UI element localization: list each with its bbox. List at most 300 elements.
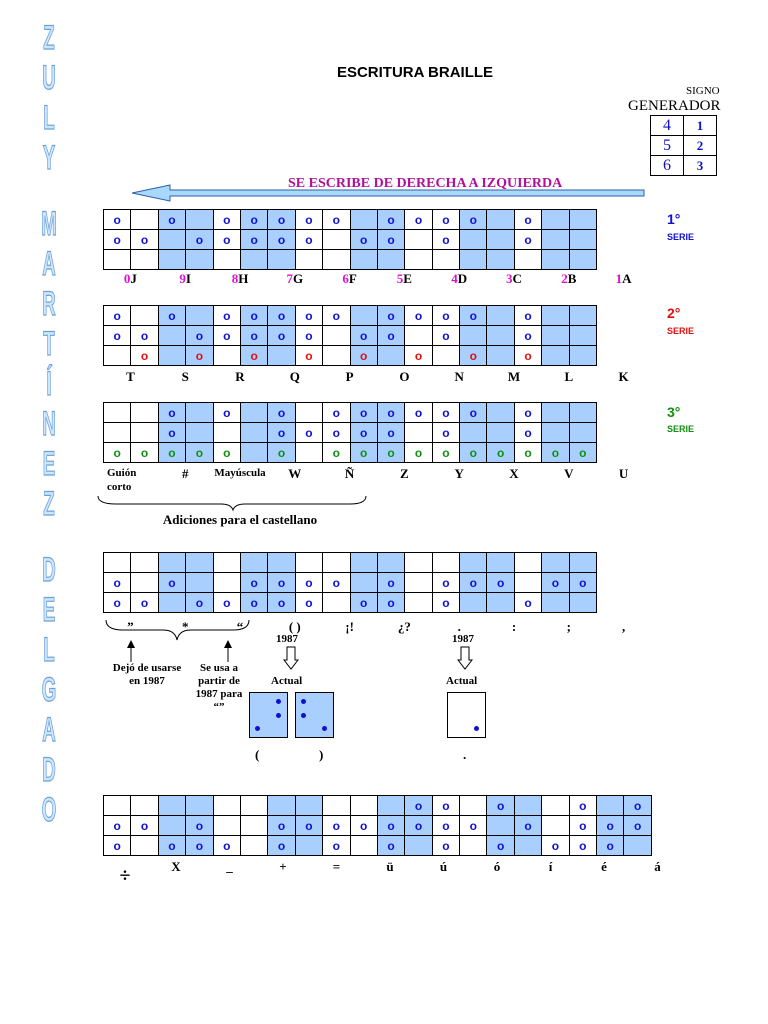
braille-dot-cell [542,423,569,443]
braille-dot-cell: o [460,346,487,366]
braille-dot-cell: o [240,346,267,366]
braille-dot-cell: o [158,836,185,856]
braille-dot-cell: o [240,306,267,326]
braille-dot-cell: o [104,230,131,250]
braille-dot-cell: o [514,346,541,366]
braille-dot-cell [213,553,240,573]
braille-dot-cell: o [377,326,404,346]
braille-dot-cell: o [487,573,514,593]
number-label: 7 [286,271,293,286]
letter-label: K [618,369,629,384]
braille-dot-cell: o [186,593,213,613]
braille-dot-cell: o [131,346,158,366]
braille-dot-cell: o [158,403,185,423]
braille-dot-cell: o [104,326,131,346]
braille-dot-cell: o [186,326,213,346]
braille-dot-cell [350,210,377,230]
letter-label: Ñ [344,466,355,481]
symbol-label: é [601,859,607,874]
letter-text: J [130,271,137,286]
symbol-labels [103,859,683,889]
braille-dot-cell: o [432,443,459,463]
side-letter: Z [43,485,55,523]
punctuation-label: “ [236,619,244,634]
braille-dot-cell: o [487,836,514,856]
punctuation-label: , [621,619,626,634]
braille-dot-cell [350,306,377,326]
braille-dot-cell: o [597,816,624,836]
braille-dot-cell: o [569,836,596,856]
braille-dot-cell [487,403,514,423]
symbol-label: ó [493,859,501,874]
braille-dot-cell [104,250,131,270]
series-2-label: SERIE [667,326,695,336]
braille-dot-cell: o [350,326,377,346]
gen-cell: 5 [651,136,684,156]
braille-dot-cell [213,250,240,270]
side-letter: N [42,405,56,443]
braille-dot-cell: o [350,816,377,836]
down-arrow-icon [457,646,473,670]
braille-dot-cell: o [295,423,322,443]
braille-dot-cell [569,593,596,613]
letter-label: S [181,369,189,384]
braille-dot [255,726,260,731]
note-deprecated: Dejó de usarse en 1987 [112,662,182,687]
braille-dot-cell [542,306,569,326]
year-right: 1987 [452,633,474,645]
side-letter: R [42,285,56,323]
braille-dot-cell: o [432,593,459,613]
letter-label: Q [289,369,300,384]
braille-dot-cell: o [323,306,350,326]
braille-dot-cell: o [158,423,185,443]
braille-dot-cell: o [569,573,596,593]
letter-label: N [454,369,464,384]
braille-dot-cell: o [295,346,322,366]
braille-dot-cell: o [432,573,459,593]
braille-dot-cell [186,403,213,423]
braille-dot-cell [460,796,487,816]
braille-dot-cell [158,816,185,836]
number-label: 8 [231,271,239,286]
braille-dot-cell: o [295,326,322,346]
letter-text: H [238,271,249,286]
number-label: 6 [342,271,349,286]
braille-dot-cell [295,836,322,856]
side-letter: G [41,671,57,709]
letter-label: Y [454,466,464,481]
braille-dot-cell [240,836,267,856]
punctuation-label: : [511,619,517,634]
braille-dot-cell: o [295,816,322,836]
braille-dot-cell: o [104,816,131,836]
braille-dot-cell [268,346,295,366]
letter-label: P [345,369,354,384]
letter-text: A [622,271,632,286]
braille-dot-cell [487,816,514,836]
braille-dot-cell [569,326,596,346]
letter-label [100,271,160,287]
letter-text: D [457,271,468,286]
braille-dot-cell: o [377,306,404,326]
braille-dot-cell [186,796,213,816]
braille-dot-cell: o [487,796,514,816]
letter-label [484,271,544,287]
braille-dot-cell [487,553,514,573]
braille-dot-cell: o [460,573,487,593]
braille-dot-cell: o [213,210,240,230]
braille-dot-cell: o [186,836,213,856]
braille-dot-cell [514,573,541,593]
letter-label: Guión corto [107,467,137,493]
braille-dot-cell [487,210,514,230]
gen-cell: 3 [684,156,717,176]
brace-additions [96,494,371,512]
braille-dot [474,726,479,731]
open-paren-label: ( [255,747,260,762]
braille-dot-cell [542,326,569,346]
braille-dot-cell: o [240,210,267,230]
side-letter: E [42,445,56,483]
symbol-label: ü [386,859,394,874]
braille-dot-cell: o [460,816,487,836]
braille-dot-cell [487,230,514,250]
braille-dot-cell [158,346,185,366]
braille-dot-cell [460,423,487,443]
braille-dot-cell: o [377,210,404,230]
braille-dot-cell: o [514,403,541,423]
braille-dot-cell: o [377,230,404,250]
symbol-label: í [548,859,553,874]
braille-dot-cell [569,346,596,366]
braille-dot-cell: o [514,306,541,326]
braille-dot-cell [213,816,240,836]
letter-label [265,271,325,287]
braille-dot-cell [405,553,432,573]
braille-dot-cell: o [295,573,322,593]
side-letter: Z [43,19,55,57]
braille-dot-cell: o [158,573,185,593]
braille-dot-cell: o [131,816,158,836]
braille-dot-cell: o [377,593,404,613]
generador-label: GENERADOR [628,98,721,114]
direction-text: SE ESCRIBE DE DERECHA A IZQUIERDA [288,176,563,191]
braille-dot-cell [268,796,295,816]
braille-dot-cell: o [131,443,158,463]
letter-text: C [512,271,522,286]
side-letter: M [41,205,57,243]
number-label: 4 [451,271,458,286]
note-arrows [120,640,240,664]
braille-dot-cell: o [432,210,459,230]
gen-cell: 1 [684,116,717,136]
braille-dot-cell: o [624,816,651,836]
braille-dot-cell [542,403,569,423]
braille-dot-cell [295,796,322,816]
number-label: 5 [396,271,404,286]
braille-dot-cell: o [240,593,267,613]
side-letter: L [43,631,55,669]
braille-dot-cell: o [240,573,267,593]
braille-dot-cell [186,250,213,270]
braille-dot-cell: o [268,230,295,250]
generator-cell-table [650,115,717,176]
braille-dot-cell: o [597,836,624,856]
braille-dot-cell [460,326,487,346]
braille-dot-cell: o [213,306,240,326]
series-3-label: SERIE [667,424,695,434]
letter-label: O [399,369,410,384]
braille-dot-cell [432,346,459,366]
letter-label [320,271,380,287]
braille-dot-cell [460,553,487,573]
braille-dot-cell: o [186,816,213,836]
braille-dot-cell [460,250,487,270]
braille-table-series-3 [103,402,597,463]
braille-dot-cell: o [323,443,350,463]
braille-dot-cell: o [158,210,185,230]
additions-caption: Adiciones para el castellano [162,512,318,527]
braille-dot-cell: o [542,443,569,463]
braille-dot-cell: o [323,816,350,836]
braille-dot-cell: o [186,346,213,366]
braille-dot-cell: o [104,836,131,856]
braille-dot-cell [104,553,131,573]
braille-dot-cell [323,593,350,613]
braille-dot-cell [487,250,514,270]
braille-dot-cell [542,593,569,613]
braille-dot-cell: o [213,443,240,463]
braille-dot-cell [186,553,213,573]
braille-dot-cell: o [213,230,240,250]
braille-dot-cell [350,836,377,856]
number-label: 9 [179,271,186,286]
braille-dot-cell: o [569,796,596,816]
braille-dot-cell [268,250,295,270]
braille-dot-cell: o [377,573,404,593]
braille-dot-cell: o [213,326,240,346]
side-letter: D [42,551,56,589]
braille-dot-cell: o [131,326,158,346]
braille-dot-cell: o [432,816,459,836]
braille-dot-cell [158,326,185,346]
series-1-badge: 1° [667,211,681,227]
braille-dot-cell [158,250,185,270]
braille-dot-cell: o [460,306,487,326]
close-paren-label: ) [319,747,324,762]
braille-dot-cell [131,306,158,326]
braille-dot-cell [240,250,267,270]
braille-dot-cell [213,423,240,443]
side-letter: E [42,591,56,629]
braille-dot-cell [569,230,596,250]
braille-dot-cell: o [213,403,240,423]
braille-dot-cell [487,593,514,613]
braille-dot [301,699,306,704]
braille-dot-cell [377,346,404,366]
braille-dot-cell [350,796,377,816]
braille-dot-cell: o [514,326,541,346]
letter-label: U [618,466,629,481]
punctuation-label: ¿? [397,619,411,634]
braille-dot-cell [487,306,514,326]
braille-dot-cell [323,346,350,366]
braille-dot-cell: o [405,796,432,816]
punctuation-label: . [457,619,461,634]
braille-dot-cell [569,250,596,270]
punctuation-label: * [181,619,189,634]
braille-dot-cell: o [268,306,295,326]
actual-left: Actual [271,675,303,687]
braille-dot-cell: o [624,796,651,816]
braille-dot-cell [213,796,240,816]
braille-dot-cell: o [432,796,459,816]
braille-dot-cell: o [569,443,596,463]
left-arrow-icon [130,184,650,202]
braille-dot-cell [213,346,240,366]
punctuation-label: ( ) [288,619,301,634]
braille-dot [276,699,281,704]
braille-dot-cell [487,423,514,443]
side-letter: D [42,751,56,789]
signo-label: SIGNO [686,85,720,97]
letter-label: Z [400,466,409,481]
letter-text: B [567,271,577,286]
braille-dot-cell [323,553,350,573]
symbol-label: ú [439,859,448,874]
letter-label: R [235,369,245,384]
braille-dot-cell: o [268,210,295,230]
braille-dot-cell [405,593,432,613]
symbol-label: ÷ [119,865,131,887]
braille-dot-cell [514,836,541,856]
letter-text: G [292,271,304,286]
braille-dot-cell [569,403,596,423]
page-title: ESCRITURA BRAILLE [336,64,494,81]
braille-dot-cell [240,403,267,423]
braille-dot-cell [295,250,322,270]
braille-dot-cell [542,250,569,270]
braille-cell-period [447,692,486,738]
braille-dot-cell [405,230,432,250]
braille-dot-cell [487,346,514,366]
braille-dot-cell [158,553,185,573]
braille-dot-cell [350,553,377,573]
braille-dot-cell: o [432,423,459,443]
braille-dot-cell [104,403,131,423]
braille-dot-cell [624,836,651,856]
letter-text: I [185,271,191,286]
braille-dot-cell [405,573,432,593]
braille-dot-cell: o [186,230,213,250]
period-label: . [463,747,467,762]
braille-dot-cell: o [460,210,487,230]
braille-dot-cell: o [377,443,404,463]
braille-dot-cell: o [377,423,404,443]
braille-dot-cell [542,210,569,230]
braille-dot-cell [542,230,569,250]
braille-table-symbols [103,795,652,856]
braille-dot-cell: o [268,573,295,593]
letter-label: L [564,369,574,384]
braille-dot-cell [460,836,487,856]
braille-dot-cell [131,403,158,423]
braille-dot-cell: o [460,443,487,463]
letter-label: X [509,466,519,481]
braille-dot-cell: o [295,593,322,613]
braille-dot-cell [131,573,158,593]
braille-dot-cell: o [432,836,459,856]
braille-dot-cell [240,443,267,463]
braille-dot-cell: o [240,326,267,346]
letter-label: T [126,369,135,384]
symbol-label: _ [226,859,233,874]
braille-dot-cell: o [268,836,295,856]
braille-dot-cell: o [514,443,541,463]
braille-dot-cell: o [104,306,131,326]
punctuation-label: ¡! [345,619,354,634]
braille-dot-cell [240,796,267,816]
braille-dot-cell: o [104,443,131,463]
braille-cell-open-paren [249,692,288,738]
braille-dot-cell: o [569,816,596,836]
braille-dot [322,726,327,731]
braille-table-punctuation [103,552,597,613]
down-arrow-icon [283,646,299,670]
braille-dot-cell: o [542,573,569,593]
braille-dot-cell [104,346,131,366]
braille-dot-cell [460,593,487,613]
braille-dot-cell: o [377,816,404,836]
braille-dot-cell: o [514,230,541,250]
braille-dot-cell: o [350,423,377,443]
letter-label [210,271,270,287]
braille-dot-cell: o [158,443,185,463]
braille-dot-cell: o [542,836,569,856]
letter-label: M [507,369,521,384]
gen-cell: 4 [651,116,684,136]
braille-dot-cell [323,230,350,250]
braille-dot-cell: o [268,423,295,443]
braille-dot-cell [131,250,158,270]
braille-dot-cell [405,423,432,443]
side-letter: A [42,245,56,283]
braille-dot-cell [131,423,158,443]
series-3-labels [103,466,663,496]
braille-dot-cell: o [514,210,541,230]
braille-dot-cell [104,423,131,443]
braille-dot-cell [131,836,158,856]
letter-label [374,271,434,287]
braille-dot-cell: o [295,210,322,230]
braille-dot-cell [186,423,213,443]
braille-dot-cell: o [432,403,459,423]
braille-dot-cell: o [131,230,158,250]
braille-dot-cell: o [158,306,185,326]
side-letter: A [42,711,56,749]
braille-dot-cell [405,326,432,346]
braille-dot-cell: o [405,210,432,230]
side-letter: Í [46,365,52,403]
side-name-first [34,18,64,178]
braille-dot-cell: o [405,346,432,366]
braille-dot-cell [131,210,158,230]
series-1-label: SERIE [667,232,695,242]
braille-dot-cell [432,553,459,573]
braille-dot-cell [131,796,158,816]
side-name-middle [34,204,64,524]
